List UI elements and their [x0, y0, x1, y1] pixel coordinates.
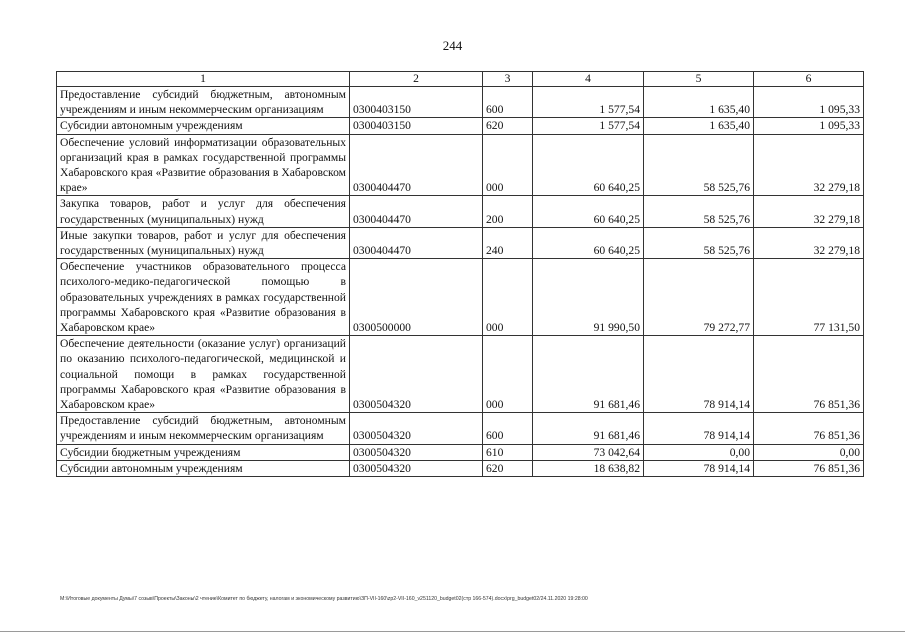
- row-value-4: 60 640,25: [533, 227, 644, 258]
- row-name: Закупка товаров, работ и услуг для обеспечения государственных (муниципальных) нужд: [57, 196, 350, 227]
- header-col-5: 5: [644, 72, 754, 87]
- row-value-6: 76 851,36: [754, 413, 864, 444]
- row-vr: 620: [483, 460, 533, 476]
- row-value-6: 1 095,33: [754, 118, 864, 134]
- row-value-6: 1 095,33: [754, 87, 864, 118]
- budget-table: [56, 71, 864, 477]
- row-code: 0300504320: [350, 460, 483, 476]
- table-row: [57, 118, 864, 134]
- table-row: [57, 227, 864, 258]
- row-value-6: 76 851,36: [754, 460, 864, 476]
- row-value-4: 91 990,50: [533, 259, 644, 336]
- row-name: Обеспечение участников образовательного процесса психолого-медико-педагогической помощью в образовательных учреждениях в рамках государственной программы Хабаровского края «Развитие образования в Хабаровском крае»: [57, 259, 350, 336]
- row-vr: 000: [483, 134, 533, 196]
- header-col-3: 3: [483, 72, 533, 87]
- page-bottom-rule: [0, 631, 905, 632]
- row-value-4: 60 640,25: [533, 196, 644, 227]
- row-value-5: 78 914,14: [644, 460, 754, 476]
- row-value-5: 58 525,76: [644, 227, 754, 258]
- row-vr: 600: [483, 413, 533, 444]
- table-row: [57, 87, 864, 118]
- row-vr: 240: [483, 227, 533, 258]
- row-vr: 610: [483, 444, 533, 460]
- row-value-5: 1 635,40: [644, 118, 754, 134]
- row-code: 0300403150: [350, 87, 483, 118]
- row-vr: 200: [483, 196, 533, 227]
- row-name: Субсидии бюджетным учреждениям: [57, 444, 350, 460]
- row-value-5: 79 272,77: [644, 259, 754, 336]
- header-col-2: 2: [350, 72, 483, 87]
- row-code: 0300404470: [350, 196, 483, 227]
- row-vr: 620: [483, 118, 533, 134]
- row-name: Субсидии автономным учреждениям: [57, 460, 350, 476]
- row-value-4: 91 681,46: [533, 336, 644, 413]
- row-value-4: 91 681,46: [533, 413, 644, 444]
- row-value-4: 73 042,64: [533, 444, 644, 460]
- row-value-5: 78 914,14: [644, 413, 754, 444]
- row-value-5: 58 525,76: [644, 196, 754, 227]
- row-code: 0300404470: [350, 227, 483, 258]
- row-value-5: 58 525,76: [644, 134, 754, 196]
- row-code: 0300504320: [350, 444, 483, 460]
- table-row: [57, 413, 864, 444]
- row-vr: 000: [483, 259, 533, 336]
- row-name: Иные закупки товаров, работ и услуг для обеспечения государственных (муниципальных) нужд: [57, 227, 350, 258]
- row-name: Субсидии автономным учреждениям: [57, 118, 350, 134]
- header-col-6: 6: [754, 72, 864, 87]
- row-code: 0300404470: [350, 134, 483, 196]
- row-code: 0300504320: [350, 413, 483, 444]
- table-row: [57, 134, 864, 196]
- row-value-6: 0,00: [754, 444, 864, 460]
- row-code: 0300403150: [350, 118, 483, 134]
- row-value-4: 60 640,25: [533, 134, 644, 196]
- row-value-6: 76 851,36: [754, 336, 864, 413]
- row-name: Предоставление субсидий бюджетным, автономным учреждениям и иным некоммерческим организациям: [57, 413, 350, 444]
- row-value-5: 1 635,40: [644, 87, 754, 118]
- header-row: [57, 72, 864, 87]
- page-number: 244: [442, 38, 463, 53]
- row-value-4: 1 577,54: [533, 87, 644, 118]
- row-value-5: 78 914,14: [644, 336, 754, 413]
- row-value-4: 18 638,82: [533, 460, 644, 476]
- table-row: [57, 460, 864, 476]
- row-name: Обеспечение условий информатизации образовательных организаций края в рамках государственной программы Хабаровского края «Развитие образования в Хабаровском крае»: [57, 134, 350, 196]
- row-vr: 000: [483, 336, 533, 413]
- row-code: 0300500000: [350, 259, 483, 336]
- row-value-6: 32 279,18: [754, 196, 864, 227]
- table-row: [57, 336, 864, 413]
- document-path-footer: M:\Итоговые документы Думы\7 созыв\Проекты\Законы\2 чтение\Комитет по бюджету, налогам и экономическому развитию\ЗП-VII-160\zp2-VII-160_v251120_budget02(стр 166-574).docx\prg_budget02/24.11.2020 19:28:00: [60, 596, 588, 602]
- row-name: Обеспечение деятельности (оказание услуг) организаций по оказанию психолого-педагогической, медицинской и социальной помощи в рамках государственной программы Хабаровского края «Развитие образования в Хабаровском крае»: [57, 336, 350, 413]
- row-value-4: 1 577,54: [533, 118, 644, 134]
- row-vr: 600: [483, 87, 533, 118]
- row-value-6: 32 279,18: [754, 227, 864, 258]
- row-value-6: 77 131,50: [754, 259, 864, 336]
- row-value-6: 32 279,18: [754, 134, 864, 196]
- row-name: Предоставление субсидий бюджетным, автономным учреждениям и иным некоммерческим организациям: [57, 87, 350, 118]
- table-row: [57, 259, 864, 336]
- row-value-5: 0,00: [644, 444, 754, 460]
- header-col-4: 4: [533, 72, 644, 87]
- row-code: 0300504320: [350, 336, 483, 413]
- table-row: [57, 444, 864, 460]
- header-col-1: 1: [57, 72, 350, 87]
- table-row: [57, 196, 864, 227]
